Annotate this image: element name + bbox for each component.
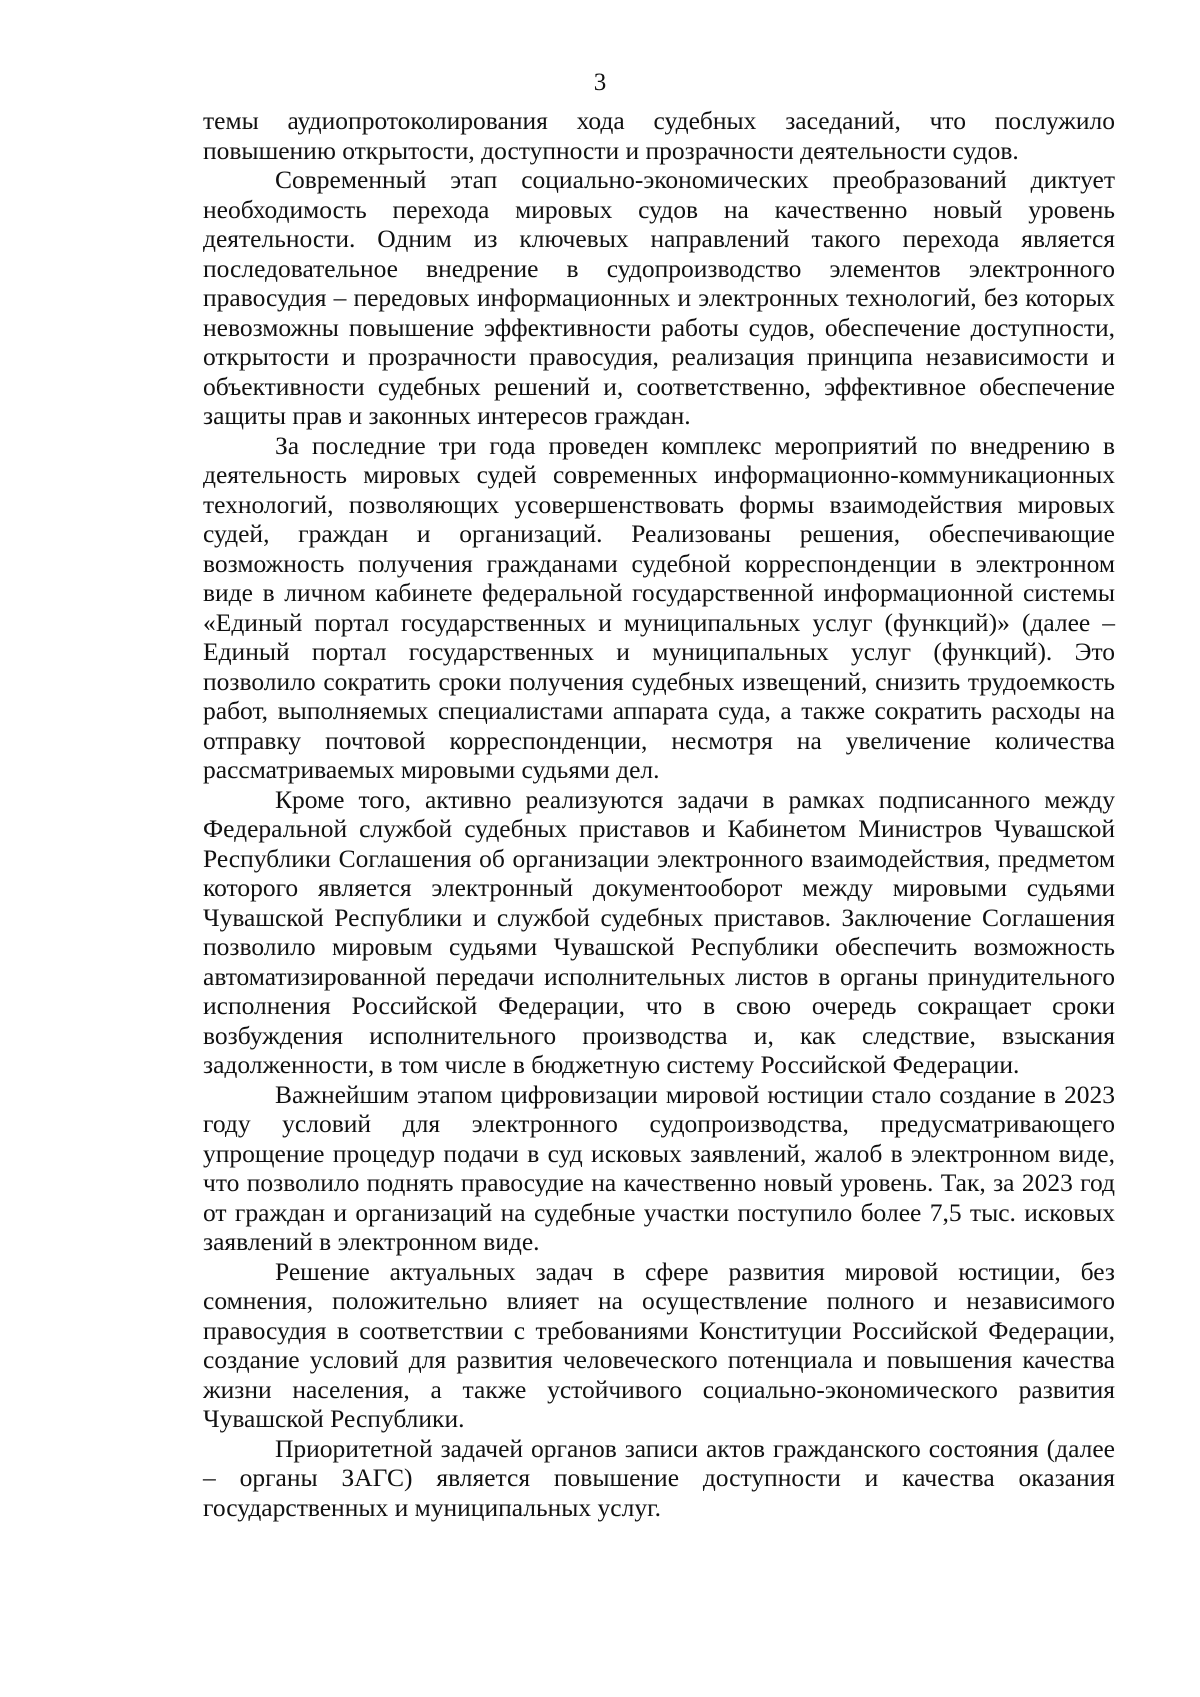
page-number: 3 xyxy=(593,69,607,96)
paragraph: Современный этап социально-экономических преобразований диктует необходимость перехода мировых судов на качественно новый уровень деятельности. Одним из ключевых направлений такого перехода является последовательное внедрение в судопроизводство элементов электронного правосудия – передовых информационных и электронных технологий, без которых невозможны повышение эффективности работы судов, обеспечение доступности, открытости и прозрачности правосудия, реализация принципа независимости и объективности судебных решений и, соответственно, эффективное обеспечение защиты прав и законных интересов граждан. xyxy=(203,165,1115,430)
document-body xyxy=(203,106,1115,1522)
paragraph: Важнейшим этапом цифровизации мировой юстиции стало создание в 2023 году условий для электронного судопроизводства, предусматривающего упрощение процедур подачи в суд исковых заявлений, жалоб в электронном виде, что позволило поднять правосудие на качественно новый уровень. Так, за 2023 год от граждан и организаций на судебные участки поступило более 7,5 тыс. исковых заявлений в электронном виде. xyxy=(203,1079,1115,1256)
paragraph: Решение актуальных задач в сфере развития мировой юстиции, без сомнения, положительно влияет на осуществление полного и независимого правосудия в соответствии с требованиями Конституции Российской Федерации, создание условий для развития человеческого потенциала и повышения качества жизни населения, а также устойчивого социально-экономического развития Чувашской Республики. xyxy=(203,1256,1115,1433)
paragraph: Кроме того, активно реализуются задачи в рамках подписанного между Федеральной службой судебных приставов и Кабинетом Министров Чувашской Республики Соглашения об организации электронного взаимодействия, предметом которого является электронный документооборот между мировыми судьями Чувашской Республики и службой судебных приставов. Заключение Соглашения позволило мировым судьями Чувашской Республики обеспечить возможность автоматизированной передачи исполнительных листов в органы принудительного исполнения Российской Федерации, что в свою очередь сокращает сроки возбуждения исполнительного производства и, как следствие, взыскания задолженности, в том числе в бюджетную систему Российской Федерации. xyxy=(203,784,1115,1079)
paragraph: темы аудиопротоколирования хода судебных заседаний, что послужило повышению открытости, доступности и прозрачности деятельности судов. xyxy=(203,106,1115,165)
paragraph: За последние три года проведен комплекс мероприятий по внедрению в деятельность мировых судей современных информационно-коммуникационных технологий, позволяющих усовершенствовать формы взаимодействия мировых судей, граждан и организаций. Реализованы решения, обеспечивающие возможность получения гражданами судебной корреспонденции в электронном виде в личном кабинете федеральной государственной информационной системы «Единый портал государственных и муниципальных услуг (функций)» (далее – Единый портал государственных и муниципальных услуг (функций). Это позволило сократить сроки получения судебных извещений, снизить трудоемкость работ, выполняемых специалистами аппарата суда, а также сократить расходы на отправку почтовой корреспонденции, несмотря на увеличение количества рассматриваемых мировыми судьями дел. xyxy=(203,430,1115,784)
paragraph: Приоритетной задачей органов записи актов гражданского состояния (далее – органы ЗАГС) является повышение доступности и качества оказания государственных и муниципальных услуг. xyxy=(203,1433,1115,1522)
